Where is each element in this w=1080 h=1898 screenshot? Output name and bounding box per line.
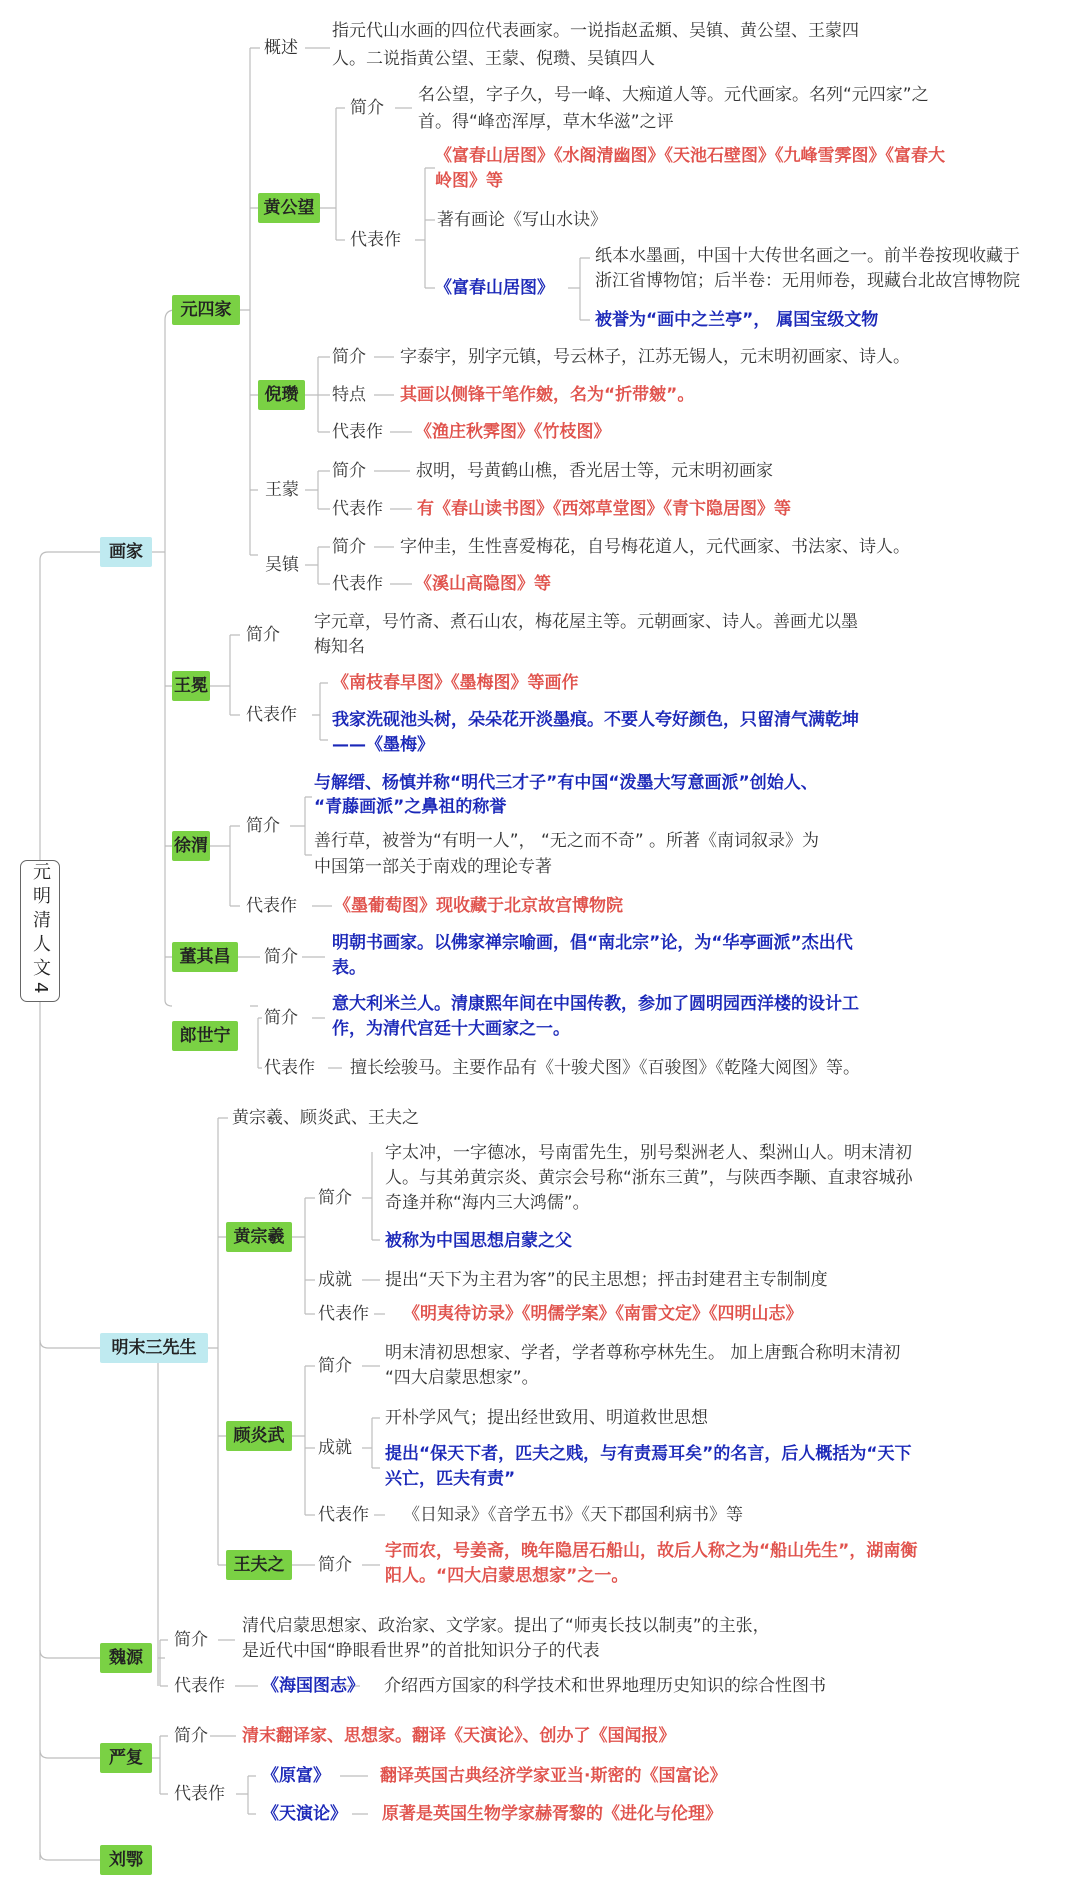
huang-intro-2: 首。得“峰峦浑厚，草木华滋”之评 [418, 112, 674, 132]
yanfu-work1-desc: 翻译英国古典经济学家亚当·斯密的《国富论》 [380, 1766, 727, 1786]
gu-ach-b1: 提出“保天下者，匹夫之贱，与有责焉耳矣”的名言，后人概括为“天下 [385, 1444, 912, 1464]
node-dong[interactable]: 董其昌 [172, 942, 238, 972]
label-intro: 简介 [350, 98, 384, 118]
node-huang-gongwang[interactable]: 黄公望 [258, 193, 320, 223]
wuzhen-intro: 字仲圭，生性喜爱梅花，自号梅花道人，元代画家、书法家、诗人。 [400, 537, 910, 557]
node-weiyuan[interactable]: 魏源 [100, 1643, 152, 1673]
label-intro: 简介 [332, 461, 366, 481]
wangmian-poem-1: 我家洗砚池头树，朵朵花开淡墨痕。不要人夸好颜色，只留清气满乾坤 [332, 710, 859, 730]
huang-intro-1: 名公望，字子久，号一峰、大痴道人等。元代画家。名列“元四家”之 [418, 85, 929, 105]
gu-works: 《日知录》《音学五书》《天下郡国利病书》等 [403, 1505, 743, 1525]
label-intro: 简介 [318, 1356, 352, 1376]
weiyuan-works: 《海国图志》 [262, 1676, 364, 1696]
label-works: 代表作 [350, 230, 401, 250]
huangzx-intro-blue: 被称为中国思想启蒙之父 [385, 1231, 572, 1251]
label-works: 代表作 [332, 574, 383, 594]
node-wang-meng[interactable]: 王蒙 [265, 480, 299, 500]
wangmian-poem-2: ——《墨梅》 [332, 735, 434, 755]
huangzx-works: 《明夷待访录》《明儒学案》《南雷文定》《四明山志》 [403, 1304, 803, 1324]
dong-intro-2: 表。 [332, 958, 366, 978]
fuchun-title: 《富春山居图》 [435, 278, 554, 298]
label-intro: 简介 [264, 1008, 298, 1028]
node-huang-zongxi[interactable]: 黄宗羲 [226, 1222, 292, 1252]
label-overview: 概述 [264, 38, 298, 58]
label-works: 代表作 [174, 1676, 225, 1696]
lang-works: 擅长绘骏马。主要作品有《十骏犬图》《百骏图》《乾隆大阅图》等。 [350, 1058, 860, 1078]
node-three-masters[interactable]: 明末三先生 [100, 1333, 208, 1363]
wangmian-intro-2: 梅知名 [314, 637, 365, 657]
yanfu-work1: 《原富》 [262, 1766, 330, 1786]
weiyuan-intro-2: 是近代中国“睁眼看世界”的首批知识分子的代表 [242, 1641, 600, 1661]
gu-ach-b2: 兴亡，匹夫有责” [385, 1469, 516, 1489]
ni-intro: 字泰宇，别字元镇，号云林子，江苏无锡人，元末明初画家、诗人。 [400, 347, 910, 367]
yanfu-work2-desc: 原著是英国生物学家赫胥黎的《进化与伦理》 [382, 1804, 722, 1824]
label-intro: 简介 [246, 816, 280, 836]
node-painters[interactable]: 画家 [100, 537, 152, 567]
overview-text-1: 指元代山水画的四位代表画家。一说指赵孟頫、吴镇、黄公望、王蒙四 [332, 21, 859, 41]
gu-intro-2: “四大启蒙思想家”。 [385, 1368, 539, 1388]
wangmian-works: 《南枝春早图》《墨梅图》等画作 [332, 673, 579, 693]
huangzx-intro-2: 人。与其弟黄宗炎、黄宗会号称“浙东三黄”，与陕西李颙、直隶容城孙 [385, 1168, 913, 1188]
node-wang-fuzhi[interactable]: 王夫之 [226, 1550, 292, 1580]
label-feature: 特点 [332, 385, 366, 405]
label-intro: 简介 [318, 1555, 352, 1575]
label-works: 代表作 [318, 1304, 369, 1324]
node-yanfu[interactable]: 严复 [100, 1743, 152, 1773]
huang-theory: 著有画论《写山水诀》 [437, 210, 607, 230]
fuchun-desc-2: 浙江省博物馆；后半卷：无用师卷，现藏台北故宫博物院 [595, 271, 1020, 291]
fuchun-desc-1: 纸本水墨画，中国十大传世名画之一。前半卷按现收藏于 [595, 246, 1020, 266]
label-works: 代表作 [264, 1058, 315, 1078]
xuwei-intro-a1: 与解缙、杨慎并称“明代三才子”有中国“泼墨大写意画派”创始人、 [314, 773, 818, 793]
label-intro: 简介 [174, 1630, 208, 1650]
node-liue[interactable]: 刘鄂 [100, 1845, 152, 1875]
dong-intro-1: 明朝书画家。以佛家禅宗喻画，倡“南北宗”论，为“华亭画派”杰出代 [332, 933, 853, 953]
wangfz-intro-2: 阳人。“四大启蒙思想家”之一。 [385, 1566, 629, 1586]
wangmian-intro-1: 字元章，号竹斋、煮石山农，梅花屋主等。元朝画家、诗人。善画尤以墨 [314, 612, 858, 632]
node-xuwei[interactable]: 徐渭 [172, 831, 210, 861]
lang-intro-1: 意大利米兰人。清康熙年间在中国传教，参加了圆明园西洋楼的设计工 [332, 994, 859, 1014]
label-works: 代表作 [174, 1784, 225, 1804]
huangzx-ach: 提出“天下为主君为客”的民主思想；抨击封建君主专制制度 [385, 1270, 828, 1290]
huang-works-2: 岭图》等 [435, 171, 503, 191]
label-works: 代表作 [246, 896, 297, 916]
ni-feature: 其画以侧锋干笔作皴，名为“折带皴”。 [400, 385, 695, 405]
label-works: 代表作 [318, 1505, 369, 1525]
xuwei-intro-a2: “青藤画派”之鼻祖的称誉 [314, 797, 507, 817]
label-intro: 简介 [174, 1726, 208, 1746]
root-node[interactable]: 元明清人文4 [20, 860, 60, 1002]
node-yuan-four[interactable]: 元四家 [172, 295, 240, 325]
three-masters-summary: 黄宗羲、顾炎武、王夫之 [232, 1108, 419, 1128]
yanfu-work2: 《天演论》 [262, 1804, 347, 1824]
wangfz-intro-1: 字而农，号姜斋，晚年隐居石船山，故后人称之为“船山先生”，湖南衡 [385, 1541, 918, 1561]
label-intro: 简介 [332, 347, 366, 367]
label-intro: 简介 [264, 947, 298, 967]
huang-works-1: 《富春山居图》《水阁清幽图》《天池石壁图》《九峰雪霁图》《富春大 [435, 146, 945, 166]
fuchun-praise: 被誉为“画中之兰亭”， 属国宝级文物 [595, 310, 879, 330]
label-intro: 简介 [246, 625, 280, 645]
label-achievement: 成就 [318, 1438, 352, 1458]
gu-ach-a: 开朴学风气；提出经世致用、明道救世思想 [385, 1408, 708, 1428]
lang-intro-2: 作，为清代宫廷十大画家之一。 [332, 1019, 570, 1039]
label-works: 代表作 [332, 499, 383, 519]
weiyuan-intro-1: 清代启蒙思想家、政治家、文学家。提出了“师夷长技以制夷”的主张， [242, 1616, 770, 1636]
node-wangmian[interactable]: 王冕 [172, 671, 210, 701]
node-gu-yanwu[interactable]: 顾炎武 [226, 1421, 292, 1451]
label-achievement: 成就 [318, 1270, 352, 1290]
yanfu-intro: 清末翻译家、思想家。翻译《天演论》、创办了《国闻报》 [242, 1726, 676, 1746]
label-intro: 简介 [332, 537, 366, 557]
label-works: 代表作 [246, 705, 297, 725]
huangzx-intro-1: 字太冲，一字德冰，号南雷先生，别号梨洲老人、梨洲山人。明末清初 [385, 1143, 912, 1163]
node-lang[interactable]: 郎世宁 [172, 1021, 238, 1051]
xuwei-works: 《墨葡萄图》现收藏于北京故宫博物院 [334, 896, 623, 916]
xuwei-intro-b1: 善行草，被誉为“有明一人”， “无之而不奇” 。所著《南词叙录》为 [314, 831, 820, 851]
overview-text-2: 人。二说指黄公望、王蒙、倪瓒、吴镇四人 [332, 49, 655, 69]
wangmeng-works: 有《春山读书图》《西郊草堂图》《青卞隐居图》等 [417, 499, 791, 519]
wangmeng-intro: 叔明，号黄鹤山樵，香光居士等，元末明初画家 [416, 461, 773, 481]
weiyuan-works-desc: 介绍西方国家的科学技术和世界地理历史知识的综合性图书 [384, 1676, 826, 1696]
huangzx-intro-3: 奇逢并称“海内三大鸿儒”。 [385, 1193, 590, 1213]
ni-works: 《渔庄秋霁图》《竹枝图》 [415, 422, 611, 442]
label-intro: 简介 [318, 1188, 352, 1208]
node-wu-zhen[interactable]: 吴镇 [265, 555, 299, 575]
xuwei-intro-b2: 中国第一部关于南戏的理论专著 [314, 857, 552, 877]
label-works: 代表作 [332, 422, 383, 442]
gu-intro-1: 明末清初思想家、学者，学者尊称亭林先生。 加上唐甄合称明末清初 [385, 1343, 901, 1363]
wuzhen-works: 《溪山高隐图》等 [415, 574, 551, 594]
node-ni-zan[interactable]: 倪瓒 [258, 380, 305, 410]
